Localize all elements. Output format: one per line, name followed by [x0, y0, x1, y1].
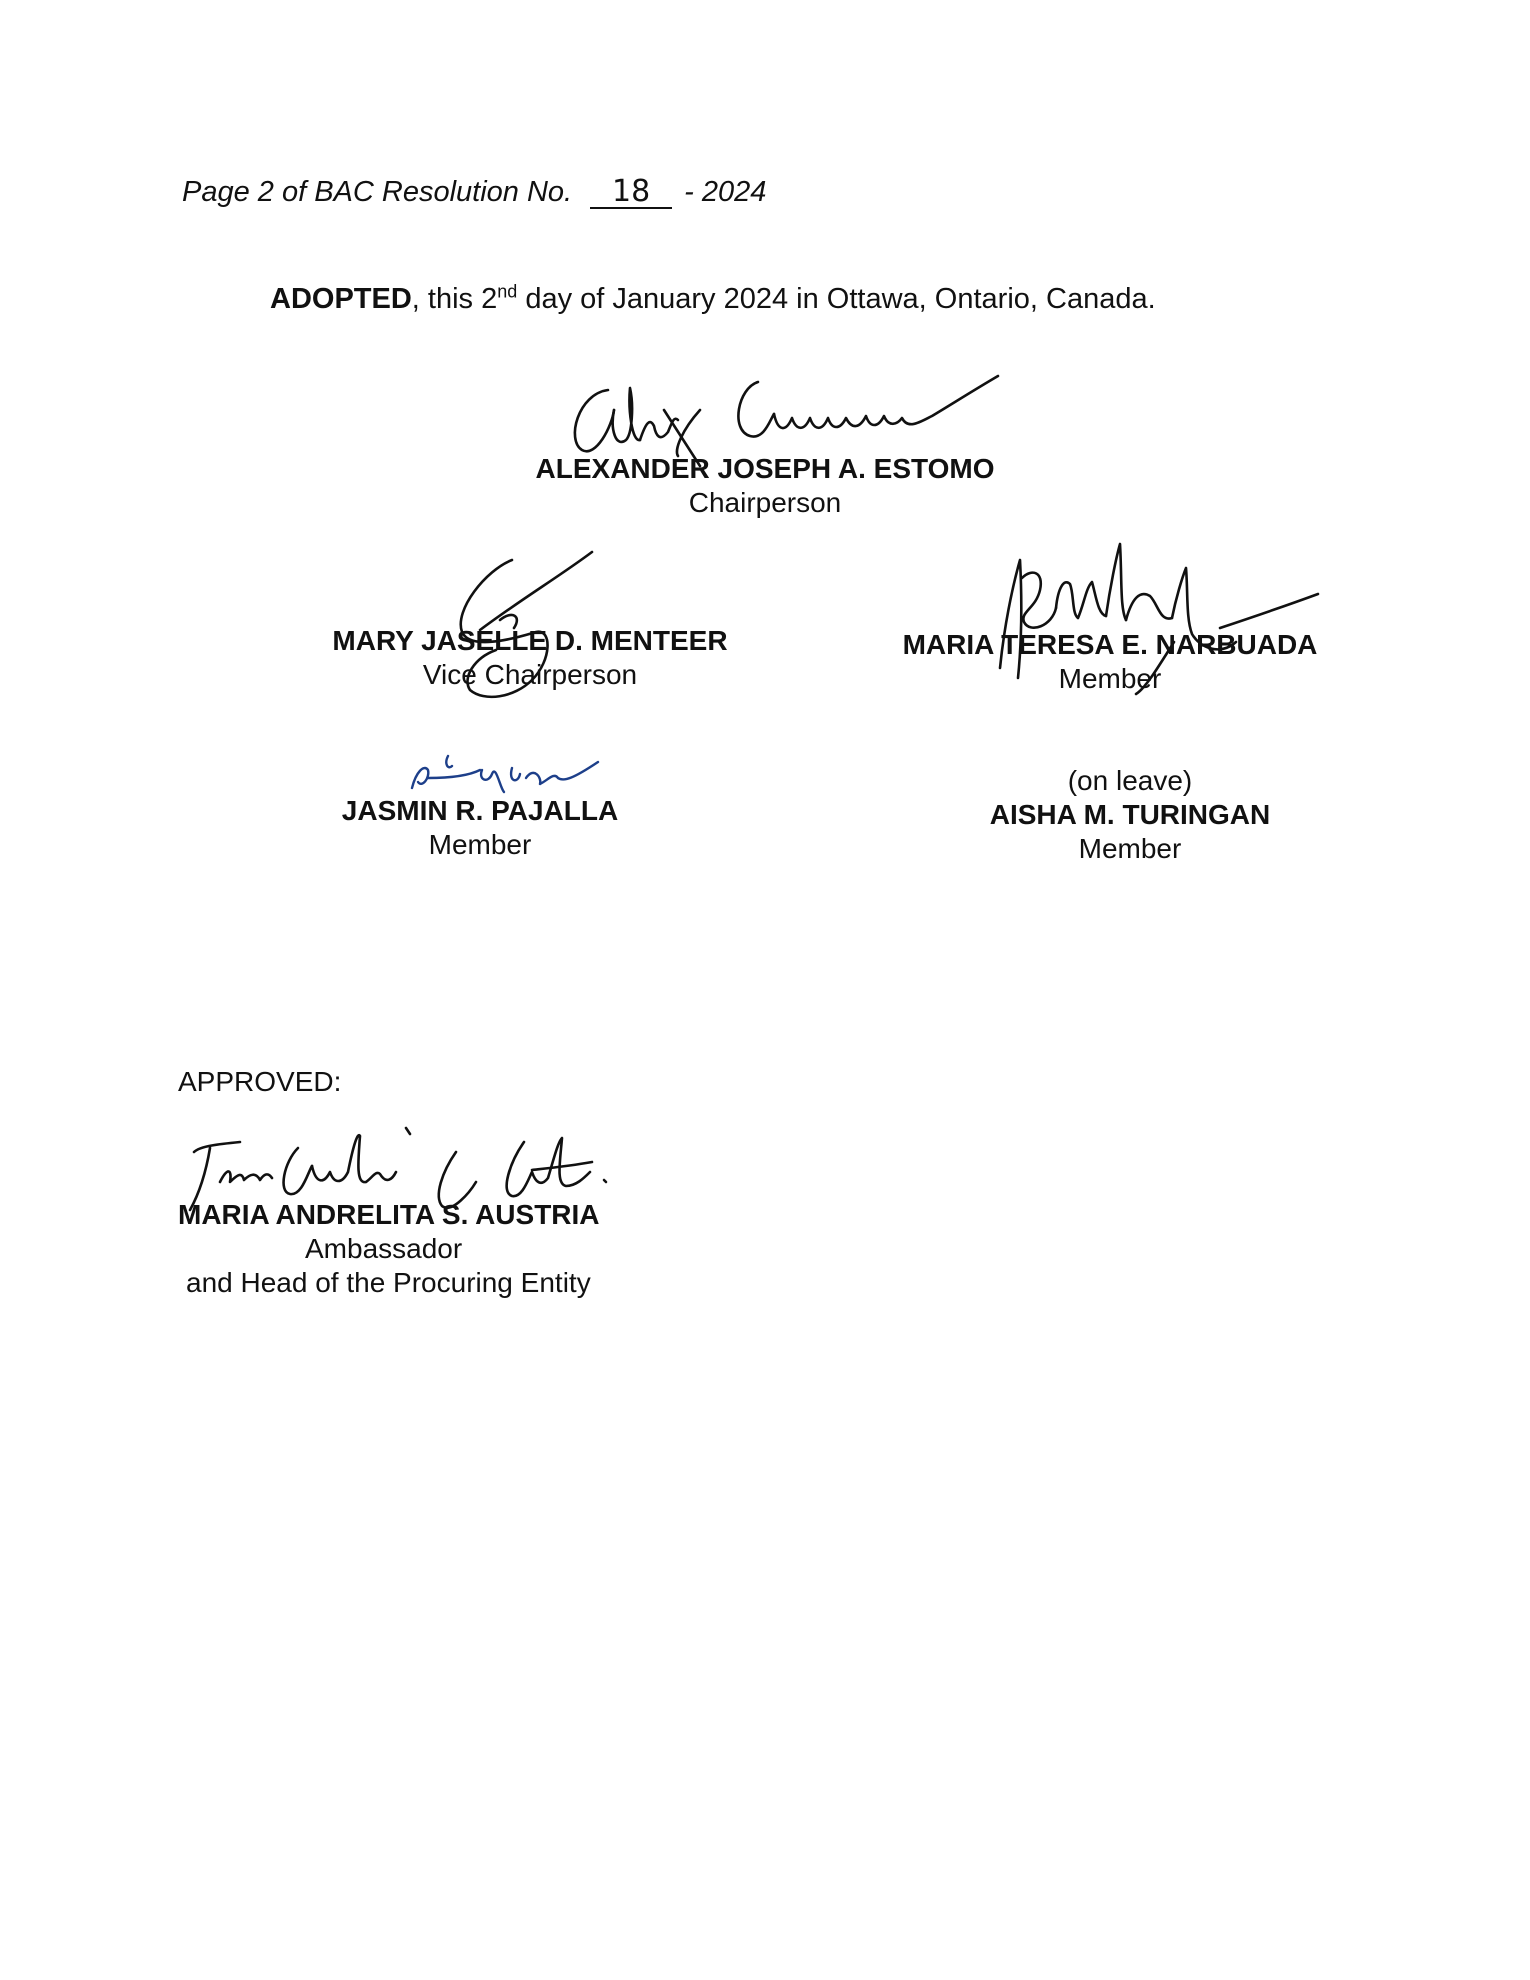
pajalla-role: Member [428, 829, 532, 860]
pajalla-name: JASMIN R. PAJALLA [341, 795, 619, 826]
turingan-name: AISHA M. TURINGAN [989, 799, 1271, 830]
austria-block [150, 1198, 650, 1300]
vice-chair-block [280, 624, 780, 692]
page-header [182, 176, 766, 209]
vice-chair-name: MARY JASELLE D. MENTEER [332, 625, 728, 656]
adopted-statement [270, 283, 1156, 316]
chair-role: Chairperson [688, 487, 842, 518]
austria-title-2: and Head of the Procuring Entity [186, 1267, 591, 1298]
turingan-role: Member [1078, 833, 1182, 864]
vice-chair-role: Vice Chairperson [422, 659, 638, 690]
chair-name: ALEXANDER JOSEPH A. ESTOMO [535, 453, 995, 484]
pajalla-block [290, 794, 670, 862]
header-suffix: - 2024 [684, 176, 767, 208]
approved-label: APPROVED: [178, 1066, 342, 1097]
turingan-note: (on leave) [1067, 765, 1193, 796]
turingan-block [930, 764, 1330, 866]
austria-title-1: Ambassador [305, 1233, 463, 1264]
header-prefix: Page 2 of BAC Resolution No. [182, 176, 573, 208]
adopted-text-2: day of January 2024 in Ottawa, Ontario, Canada. [517, 283, 1156, 315]
narbuada-name: MARIA TERESA E. NARBUADA [902, 629, 1318, 660]
adopted-text-1: , this 2 [411, 283, 498, 315]
narbuada-block [850, 628, 1370, 696]
austria-name: MARIA ANDRELITA S. AUSTRIA [178, 1199, 600, 1230]
resolution-number: 18 [590, 177, 672, 209]
adopted-lead: ADOPTED [270, 283, 412, 315]
narbuada-role: Member [1058, 663, 1162, 694]
chair-block [465, 452, 1065, 520]
adopted-sup: nd [497, 281, 518, 302]
